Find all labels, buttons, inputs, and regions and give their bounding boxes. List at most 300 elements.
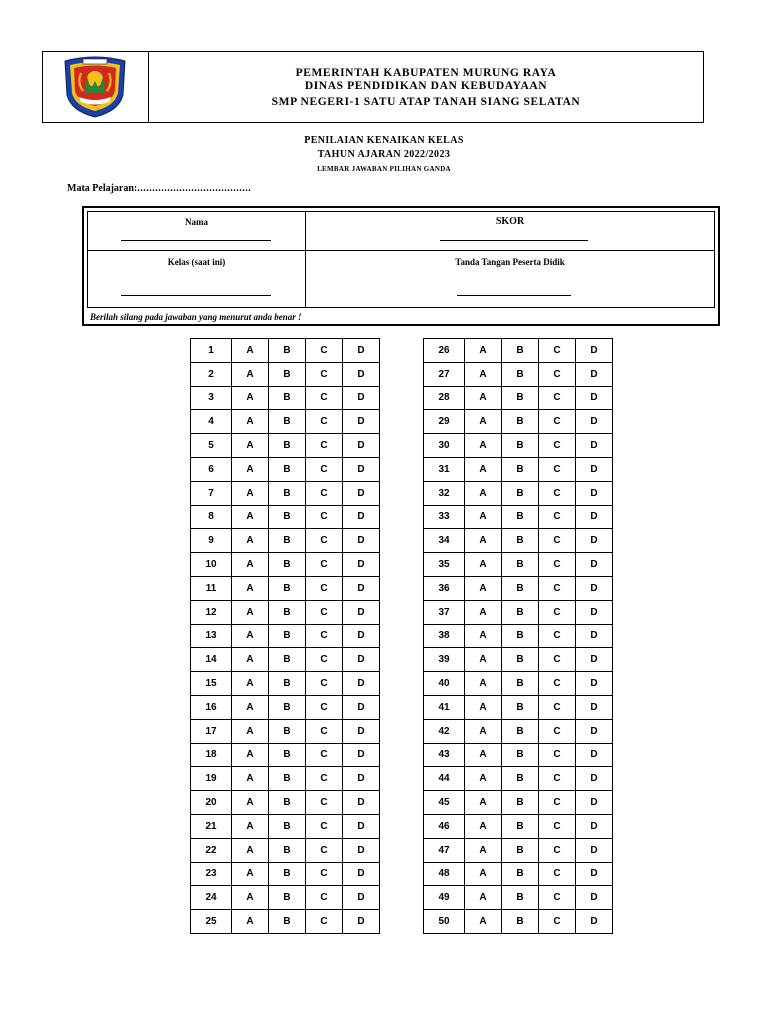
answer-option-a[interactable]: A (232, 886, 269, 910)
answer-option-d[interactable]: D (576, 862, 613, 886)
answer-option-b[interactable]: B (269, 362, 306, 386)
answer-option-c[interactable]: C (306, 672, 343, 696)
answer-option-a[interactable]: A (465, 695, 502, 719)
question-number: 48 (424, 862, 465, 886)
answer-option-b[interactable]: B (269, 886, 306, 910)
answer-row (424, 767, 613, 791)
answer-option-c[interactable]: C (539, 672, 576, 696)
answer-option-c[interactable]: C (306, 386, 343, 410)
answer-option-d[interactable]: D (343, 553, 380, 577)
answer-option-d[interactable]: D (343, 767, 380, 791)
answer-option-a[interactable]: A (465, 767, 502, 791)
answer-option-a[interactable]: A (465, 862, 502, 886)
answer-option-b[interactable]: B (502, 505, 539, 529)
letterhead (42, 51, 704, 123)
answer-option-b[interactable]: B (502, 529, 539, 553)
answer-row (424, 910, 613, 934)
answer-option-d[interactable]: D (576, 434, 613, 458)
answer-option-d[interactable]: D (576, 791, 613, 815)
answer-option-b[interactable]: B (269, 505, 306, 529)
answer-option-c[interactable]: C (306, 600, 343, 624)
answer-option-a[interactable]: A (465, 719, 502, 743)
answer-option-c[interactable]: C (539, 624, 576, 648)
answer-option-d[interactable]: D (576, 410, 613, 434)
question-number: 22 (191, 838, 232, 862)
answer-option-a[interactable]: A (232, 791, 269, 815)
answer-option-c[interactable]: C (306, 434, 343, 458)
answer-option-b[interactable]: B (502, 362, 539, 386)
answer-option-d[interactable]: D (576, 695, 613, 719)
answer-option-a[interactable]: A (465, 339, 502, 363)
answer-option-c[interactable]: C (306, 576, 343, 600)
answer-option-a[interactable]: A (232, 481, 269, 505)
answer-option-d[interactable]: D (343, 719, 380, 743)
answer-row (424, 886, 613, 910)
answer-option-c[interactable]: C (539, 362, 576, 386)
answer-row (191, 791, 380, 815)
class-blank[interactable] (121, 295, 271, 296)
answer-option-c[interactable]: C (539, 576, 576, 600)
score-blank[interactable] (440, 240, 588, 241)
signature-underline (498, 307, 532, 308)
answer-option-d[interactable]: D (343, 505, 380, 529)
question-number: 18 (191, 743, 232, 767)
answer-option-c[interactable]: C (539, 386, 576, 410)
answer-option-d[interactable]: D (343, 648, 380, 672)
answer-option-a[interactable]: A (465, 791, 502, 815)
question-number: 11 (191, 576, 232, 600)
answer-row (424, 505, 613, 529)
exam-title: PENILAIAN KENAIKAN KELAS (304, 135, 464, 146)
answer-option-d[interactable]: D (343, 910, 380, 934)
answer-option-d[interactable]: D (576, 886, 613, 910)
answer-option-b[interactable]: B (269, 576, 306, 600)
answer-option-b[interactable]: B (502, 814, 539, 838)
answer-option-a[interactable]: A (232, 862, 269, 886)
answer-option-a[interactable]: A (232, 529, 269, 553)
answer-row (191, 553, 380, 577)
question-number: 29 (424, 410, 465, 434)
answer-option-a[interactable]: A (465, 386, 502, 410)
answer-option-d[interactable]: D (343, 457, 380, 481)
answer-option-d[interactable]: D (343, 576, 380, 600)
answer-option-b[interactable]: B (269, 648, 306, 672)
answer-option-a[interactable]: A (465, 648, 502, 672)
answer-option-b[interactable]: B (269, 838, 306, 862)
answer-option-d[interactable]: D (576, 457, 613, 481)
question-number: 31 (424, 457, 465, 481)
answer-option-d[interactable]: D (576, 743, 613, 767)
question-number: 4 (191, 410, 232, 434)
answer-option-c[interactable]: C (306, 362, 343, 386)
answer-option-b[interactable]: B (269, 672, 306, 696)
answer-option-a[interactable]: A (232, 386, 269, 410)
answer-row (424, 410, 613, 434)
answer-option-c[interactable]: C (306, 529, 343, 553)
answer-option-b[interactable]: B (269, 434, 306, 458)
answer-option-b[interactable]: B (269, 600, 306, 624)
answer-option-d[interactable]: D (576, 362, 613, 386)
answer-option-a[interactable]: A (465, 505, 502, 529)
answer-option-b[interactable]: B (502, 910, 539, 934)
answer-option-b[interactable]: B (269, 695, 306, 719)
answer-option-b[interactable]: B (502, 434, 539, 458)
answer-option-a[interactable]: A (232, 362, 269, 386)
answer-option-a[interactable]: A (232, 695, 269, 719)
government-name: PEMERINTAH KABUPATEN MURUNG RAYA (295, 67, 557, 79)
answer-option-a[interactable]: A (465, 672, 502, 696)
answer-row (191, 457, 380, 481)
answer-option-a[interactable]: A (232, 410, 269, 434)
answer-option-c[interactable]: C (306, 767, 343, 791)
answer-option-a[interactable]: A (232, 767, 269, 791)
answer-option-d[interactable]: D (576, 814, 613, 838)
answer-option-a[interactable]: A (232, 434, 269, 458)
answer-option-b[interactable]: B (502, 481, 539, 505)
answer-option-d[interactable]: D (343, 695, 380, 719)
logo-cell (43, 52, 149, 122)
sheet-title: LEMBAR JAWABAN PILIHAN GANDA (317, 165, 451, 173)
question-number: 44 (424, 767, 465, 791)
answer-row (191, 600, 380, 624)
answer-option-d[interactable]: D (343, 410, 380, 434)
answer-option-d[interactable]: D (576, 505, 613, 529)
answer-option-c[interactable]: C (539, 505, 576, 529)
answer-option-b[interactable]: B (269, 553, 306, 577)
answer-row (424, 529, 613, 553)
answer-option-b[interactable]: B (269, 529, 306, 553)
question-number: 28 (424, 386, 465, 410)
question-number: 19 (191, 767, 232, 791)
answer-option-d[interactable]: D (576, 767, 613, 791)
answer-option-b[interactable]: B (269, 624, 306, 648)
answer-row (191, 719, 380, 743)
question-number: 7 (191, 481, 232, 505)
answer-option-b[interactable]: B (502, 695, 539, 719)
answer-option-d[interactable]: D (576, 339, 613, 363)
answer-row (424, 695, 613, 719)
answer-option-d[interactable]: D (343, 814, 380, 838)
answer-option-a[interactable]: A (465, 410, 502, 434)
answer-option-a[interactable]: A (465, 434, 502, 458)
signature-label: Tanda Tangan Peserta Didik (455, 257, 565, 267)
answer-option-c[interactable]: C (306, 910, 343, 934)
answer-option-a[interactable]: A (465, 529, 502, 553)
answer-option-b[interactable]: B (269, 481, 306, 505)
answer-row (191, 886, 380, 910)
answer-option-c[interactable]: C (539, 695, 576, 719)
answer-option-c[interactable]: C (539, 791, 576, 815)
answer-option-c[interactable]: C (539, 339, 576, 363)
answer-option-a[interactable]: A (465, 481, 502, 505)
question-number: 40 (424, 672, 465, 696)
question-number: 37 (424, 600, 465, 624)
answer-row (191, 386, 380, 410)
answer-option-a[interactable]: A (232, 910, 269, 934)
answer-option-d[interactable]: D (343, 791, 380, 815)
answer-option-a[interactable]: A (232, 339, 269, 363)
answer-row (424, 719, 613, 743)
answer-row (191, 339, 380, 363)
answer-option-c[interactable]: C (306, 339, 343, 363)
answer-option-a[interactable]: A (465, 457, 502, 481)
answer-option-c[interactable]: C (306, 838, 343, 862)
answer-option-d[interactable]: D (576, 386, 613, 410)
school-name: SMP NEGERI-1 SATU ATAP TANAH SIANG SELATAN (271, 96, 581, 108)
question-number: 34 (424, 529, 465, 553)
question-number: 26 (424, 339, 465, 363)
answer-grid-right (423, 338, 613, 934)
answer-option-d[interactable]: D (576, 624, 613, 648)
signature-blank[interactable] (457, 295, 571, 296)
answer-row (424, 838, 613, 862)
answer-option-b[interactable]: B (269, 791, 306, 815)
answer-option-b[interactable]: B (502, 719, 539, 743)
answer-option-c[interactable]: C (539, 648, 576, 672)
student-info-table (82, 206, 720, 326)
answer-row (191, 410, 380, 434)
answer-row (191, 743, 380, 767)
name-label: Nama (185, 217, 208, 227)
class-label: Kelas (saat ini) (167, 257, 226, 267)
subject-field[interactable] (67, 183, 251, 194)
subject-blank[interactable]: ...................................... (137, 183, 252, 194)
answer-option-b[interactable]: B (269, 719, 306, 743)
subject-label: Mata Pelajaran: (67, 183, 138, 194)
question-number: 5 (191, 434, 232, 458)
question-number: 30 (424, 434, 465, 458)
answer-option-a[interactable]: A (465, 600, 502, 624)
answer-option-a[interactable]: A (465, 910, 502, 934)
question-number: 23 (191, 862, 232, 886)
question-number: 42 (424, 719, 465, 743)
answer-option-c[interactable]: C (539, 838, 576, 862)
answer-row (424, 672, 613, 696)
answer-option-a[interactable]: A (232, 838, 269, 862)
answer-option-c[interactable]: C (539, 410, 576, 434)
answer-option-b[interactable]: B (269, 339, 306, 363)
answer-option-d[interactable]: D (343, 886, 380, 910)
answer-option-c[interactable]: C (539, 481, 576, 505)
score-label: SKOR (495, 216, 525, 227)
answer-option-b[interactable]: B (502, 457, 539, 481)
answer-option-b[interactable]: B (269, 386, 306, 410)
answer-option-d[interactable]: D (343, 600, 380, 624)
answer-option-d[interactable]: D (343, 743, 380, 767)
answer-option-d[interactable]: D (576, 481, 613, 505)
answer-option-a[interactable]: A (232, 600, 269, 624)
answer-option-b[interactable]: B (502, 672, 539, 696)
answer-row (424, 362, 613, 386)
answer-option-c[interactable]: C (306, 862, 343, 886)
answer-option-a[interactable]: A (232, 743, 269, 767)
answer-row (191, 576, 380, 600)
question-number: 20 (191, 791, 232, 815)
answer-option-c[interactable]: C (306, 886, 343, 910)
answer-row (424, 862, 613, 886)
answer-option-b[interactable]: B (502, 886, 539, 910)
answer-option-c[interactable]: C (306, 814, 343, 838)
answer-option-c[interactable]: C (539, 886, 576, 910)
answer-option-d[interactable]: D (576, 648, 613, 672)
answer-option-d[interactable]: D (576, 553, 613, 577)
answer-grid-left (190, 338, 380, 934)
answer-option-a[interactable]: A (465, 553, 502, 577)
answer-option-a[interactable]: A (232, 814, 269, 838)
answer-option-c[interactable]: C (539, 719, 576, 743)
answer-row (424, 743, 613, 767)
answer-option-c[interactable]: C (539, 767, 576, 791)
answer-option-b[interactable]: B (269, 743, 306, 767)
answer-option-a[interactable]: A (465, 814, 502, 838)
department-name: DINAS PENDIDIKAN DAN KEBUDAYAAN (304, 80, 548, 92)
answer-row (191, 648, 380, 672)
answer-option-c[interactable]: C (306, 481, 343, 505)
answer-option-a[interactable]: A (465, 362, 502, 386)
answer-option-a[interactable]: A (232, 648, 269, 672)
answer-option-d[interactable]: D (343, 862, 380, 886)
answer-option-c[interactable]: C (539, 910, 576, 934)
question-number: 32 (424, 481, 465, 505)
answer-option-d[interactable]: D (343, 386, 380, 410)
answer-option-b[interactable]: B (502, 791, 539, 815)
answer-option-d[interactable]: D (343, 339, 380, 363)
question-number: 24 (191, 886, 232, 910)
answer-option-b[interactable]: B (502, 386, 539, 410)
answer-option-d[interactable]: D (343, 672, 380, 696)
answer-option-a[interactable]: A (232, 505, 269, 529)
answer-option-a[interactable]: A (465, 576, 502, 600)
answer-option-c[interactable]: C (539, 600, 576, 624)
question-number: 27 (424, 362, 465, 386)
answer-option-c[interactable]: C (306, 553, 343, 577)
question-number: 12 (191, 600, 232, 624)
answer-option-b[interactable]: B (502, 862, 539, 886)
question-number: 16 (191, 695, 232, 719)
answer-option-b[interactable]: B (502, 648, 539, 672)
answer-option-b[interactable]: B (269, 410, 306, 434)
answer-option-b[interactable]: B (269, 457, 306, 481)
name-blank[interactable] (121, 240, 271, 241)
question-number: 13 (191, 624, 232, 648)
answer-row (191, 910, 380, 934)
answer-option-b[interactable]: B (269, 767, 306, 791)
answer-row (191, 481, 380, 505)
answer-row (191, 672, 380, 696)
answer-option-c[interactable]: C (306, 695, 343, 719)
answer-option-c[interactable]: C (306, 505, 343, 529)
answer-option-b[interactable]: B (502, 624, 539, 648)
answer-option-b[interactable]: B (502, 600, 539, 624)
answer-row (191, 838, 380, 862)
answer-option-b[interactable]: B (269, 862, 306, 886)
answer-option-b[interactable]: B (502, 553, 539, 577)
answer-row (191, 624, 380, 648)
answer-option-d[interactable]: D (576, 910, 613, 934)
student-info-grid (87, 211, 715, 308)
answer-option-c[interactable]: C (539, 457, 576, 481)
question-number: 45 (424, 791, 465, 815)
answer-option-d[interactable]: D (576, 672, 613, 696)
answer-option-d[interactable]: D (576, 529, 613, 553)
answer-option-a[interactable]: A (232, 457, 269, 481)
answer-option-a[interactable]: A (232, 719, 269, 743)
answer-option-c[interactable]: C (539, 743, 576, 767)
answer-option-b[interactable]: B (502, 576, 539, 600)
answer-row (424, 791, 613, 815)
answer-option-c[interactable]: C (539, 814, 576, 838)
question-number: 49 (424, 886, 465, 910)
question-number: 47 (424, 838, 465, 862)
answer-option-b[interactable]: B (502, 339, 539, 363)
answer-option-c[interactable]: C (306, 743, 343, 767)
answer-row (191, 362, 380, 386)
answer-row (191, 434, 380, 458)
answer-option-c[interactable]: C (539, 434, 576, 458)
answer-option-d[interactable]: D (576, 576, 613, 600)
answer-option-a[interactable]: A (232, 672, 269, 696)
answer-option-c[interactable]: C (306, 624, 343, 648)
answer-option-a[interactable]: A (232, 624, 269, 648)
answer-option-d[interactable]: D (343, 624, 380, 648)
answer-option-c[interactable]: C (306, 457, 343, 481)
answer-option-d[interactable]: D (576, 719, 613, 743)
answer-option-a[interactable]: A (232, 576, 269, 600)
question-number: 36 (424, 576, 465, 600)
question-number: 1 (191, 339, 232, 363)
answer-option-c[interactable]: C (539, 529, 576, 553)
question-number: 6 (191, 457, 232, 481)
answer-option-b[interactable]: B (502, 838, 539, 862)
answer-option-c[interactable]: C (306, 648, 343, 672)
answer-option-b[interactable]: B (502, 410, 539, 434)
answer-option-d[interactable]: D (343, 481, 380, 505)
answer-row (424, 339, 613, 363)
answer-option-a[interactable]: A (465, 838, 502, 862)
answer-option-c[interactable]: C (306, 410, 343, 434)
answer-row (424, 457, 613, 481)
instruction-text: Berilah silang pada jawaban yang menurut anda benar ! (90, 312, 302, 322)
answer-option-b[interactable]: B (269, 814, 306, 838)
question-number: 33 (424, 505, 465, 529)
answer-option-c[interactable]: C (539, 862, 576, 886)
question-number: 46 (424, 814, 465, 838)
answer-option-c[interactable]: C (306, 719, 343, 743)
answer-row (191, 814, 380, 838)
answer-option-a[interactable]: A (232, 553, 269, 577)
answer-option-a[interactable]: A (465, 886, 502, 910)
answer-option-c[interactable]: C (306, 791, 343, 815)
answer-option-d[interactable]: D (343, 838, 380, 862)
answer-option-c[interactable]: C (539, 553, 576, 577)
answer-option-b[interactable]: B (502, 743, 539, 767)
question-number: 25 (191, 910, 232, 934)
answer-option-d[interactable]: D (343, 362, 380, 386)
answer-option-a[interactable]: A (465, 743, 502, 767)
answer-option-b[interactable]: B (269, 910, 306, 934)
answer-row (424, 481, 613, 505)
answer-option-d[interactable]: D (343, 434, 380, 458)
answer-row (424, 624, 613, 648)
question-number: 10 (191, 553, 232, 577)
answer-row (424, 434, 613, 458)
answer-option-b[interactable]: B (502, 767, 539, 791)
answer-option-d[interactable]: D (576, 838, 613, 862)
answer-option-d[interactable]: D (343, 529, 380, 553)
question-number: 2 (191, 362, 232, 386)
answer-option-d[interactable]: D (576, 600, 613, 624)
answer-option-a[interactable]: A (465, 624, 502, 648)
